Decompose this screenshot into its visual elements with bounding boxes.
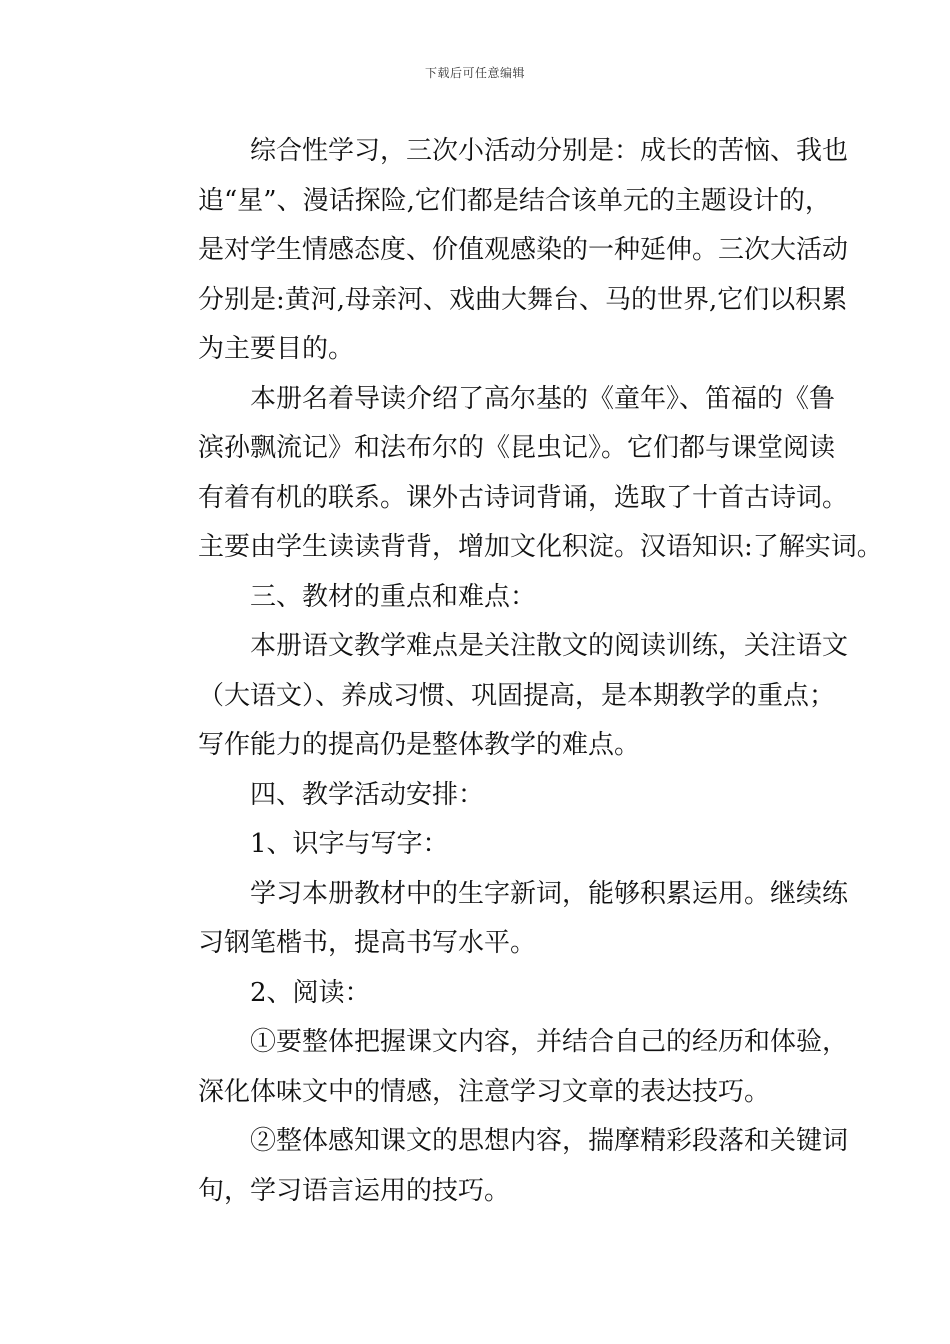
text-line: 四、教学活动安排：: [250, 779, 485, 810]
text-line: 滨孙飘流记》和法布尔的《昆虫记》。它们都与课堂阅读: [198, 433, 836, 463]
text-line: 本册语文教学难点是关注散文的阅读训练，关注语文: [250, 631, 849, 661]
page-header: 下载后可任意编辑: [424, 66, 525, 80]
text-line: 三、教材的重点和难点：: [250, 581, 537, 612]
document-body: [146, 127, 883, 1216]
text-line: ①要整体把握课文内容，并结合自己的经历和体验，: [250, 1027, 849, 1057]
text-line: 综合性学习，三次小活动分别是：成长的苦恼、我也: [250, 136, 849, 166]
text-line: 主要由学生读读背背，增加文化积淀。汉语知识:了解实词。: [198, 532, 883, 562]
text-line: 是对学生情感态度、价值观感染的一种延伸。三次大活动: [198, 235, 849, 265]
paragraph: [146, 1117, 849, 1216]
paragraph: [146, 1018, 849, 1117]
text-line: 2、阅读：: [250, 977, 371, 1008]
text-line: 学习本册教材中的生字新词，能够积累运用。继续练: [250, 878, 849, 909]
paragraph: [146, 870, 849, 969]
text-line: 句，学习语言运用的技巧。: [198, 1175, 511, 1206]
text-line: 1、识字与写字：: [250, 829, 449, 859]
subsection-heading: [146, 969, 806, 1019]
subsection-heading: [146, 820, 806, 870]
text-line: 分别是:黄河,母亲河、戏曲大舞台、马的世界,它们以积累: [198, 284, 848, 315]
paragraph: [146, 127, 849, 375]
text-line: 有着有机的联系。课外古诗词背诵，选取了十首古诗词。: [198, 482, 849, 513]
section-heading: [146, 573, 806, 623]
text-line: 写作能力的提高仍是整体教学的难点。: [198, 730, 641, 760]
section-heading: [146, 771, 806, 821]
text-line: 深化体味文中的情感，注意学习文章的表达技巧。: [198, 1076, 771, 1107]
text-line: 习钢笔楷书，提高书写水平。: [198, 928, 537, 958]
text-line: 追“星”、漫话探险,它们都是结合该单元的主题设计的，: [198, 185, 831, 216]
paragraph: [146, 622, 849, 771]
paragraph: [146, 375, 883, 573]
text-line: 本册名着导读介绍了高尔基的《童年》、笛福的《鲁: [250, 383, 836, 414]
text-line: （大语文）、养成习惯、巩固提高，是本期教学的重点；: [198, 680, 836, 711]
text-line: 为主要目的。: [198, 334, 355, 364]
text-line: ②整体感知课文的思想内容，揣摩精彩段落和关键词: [250, 1126, 849, 1156]
